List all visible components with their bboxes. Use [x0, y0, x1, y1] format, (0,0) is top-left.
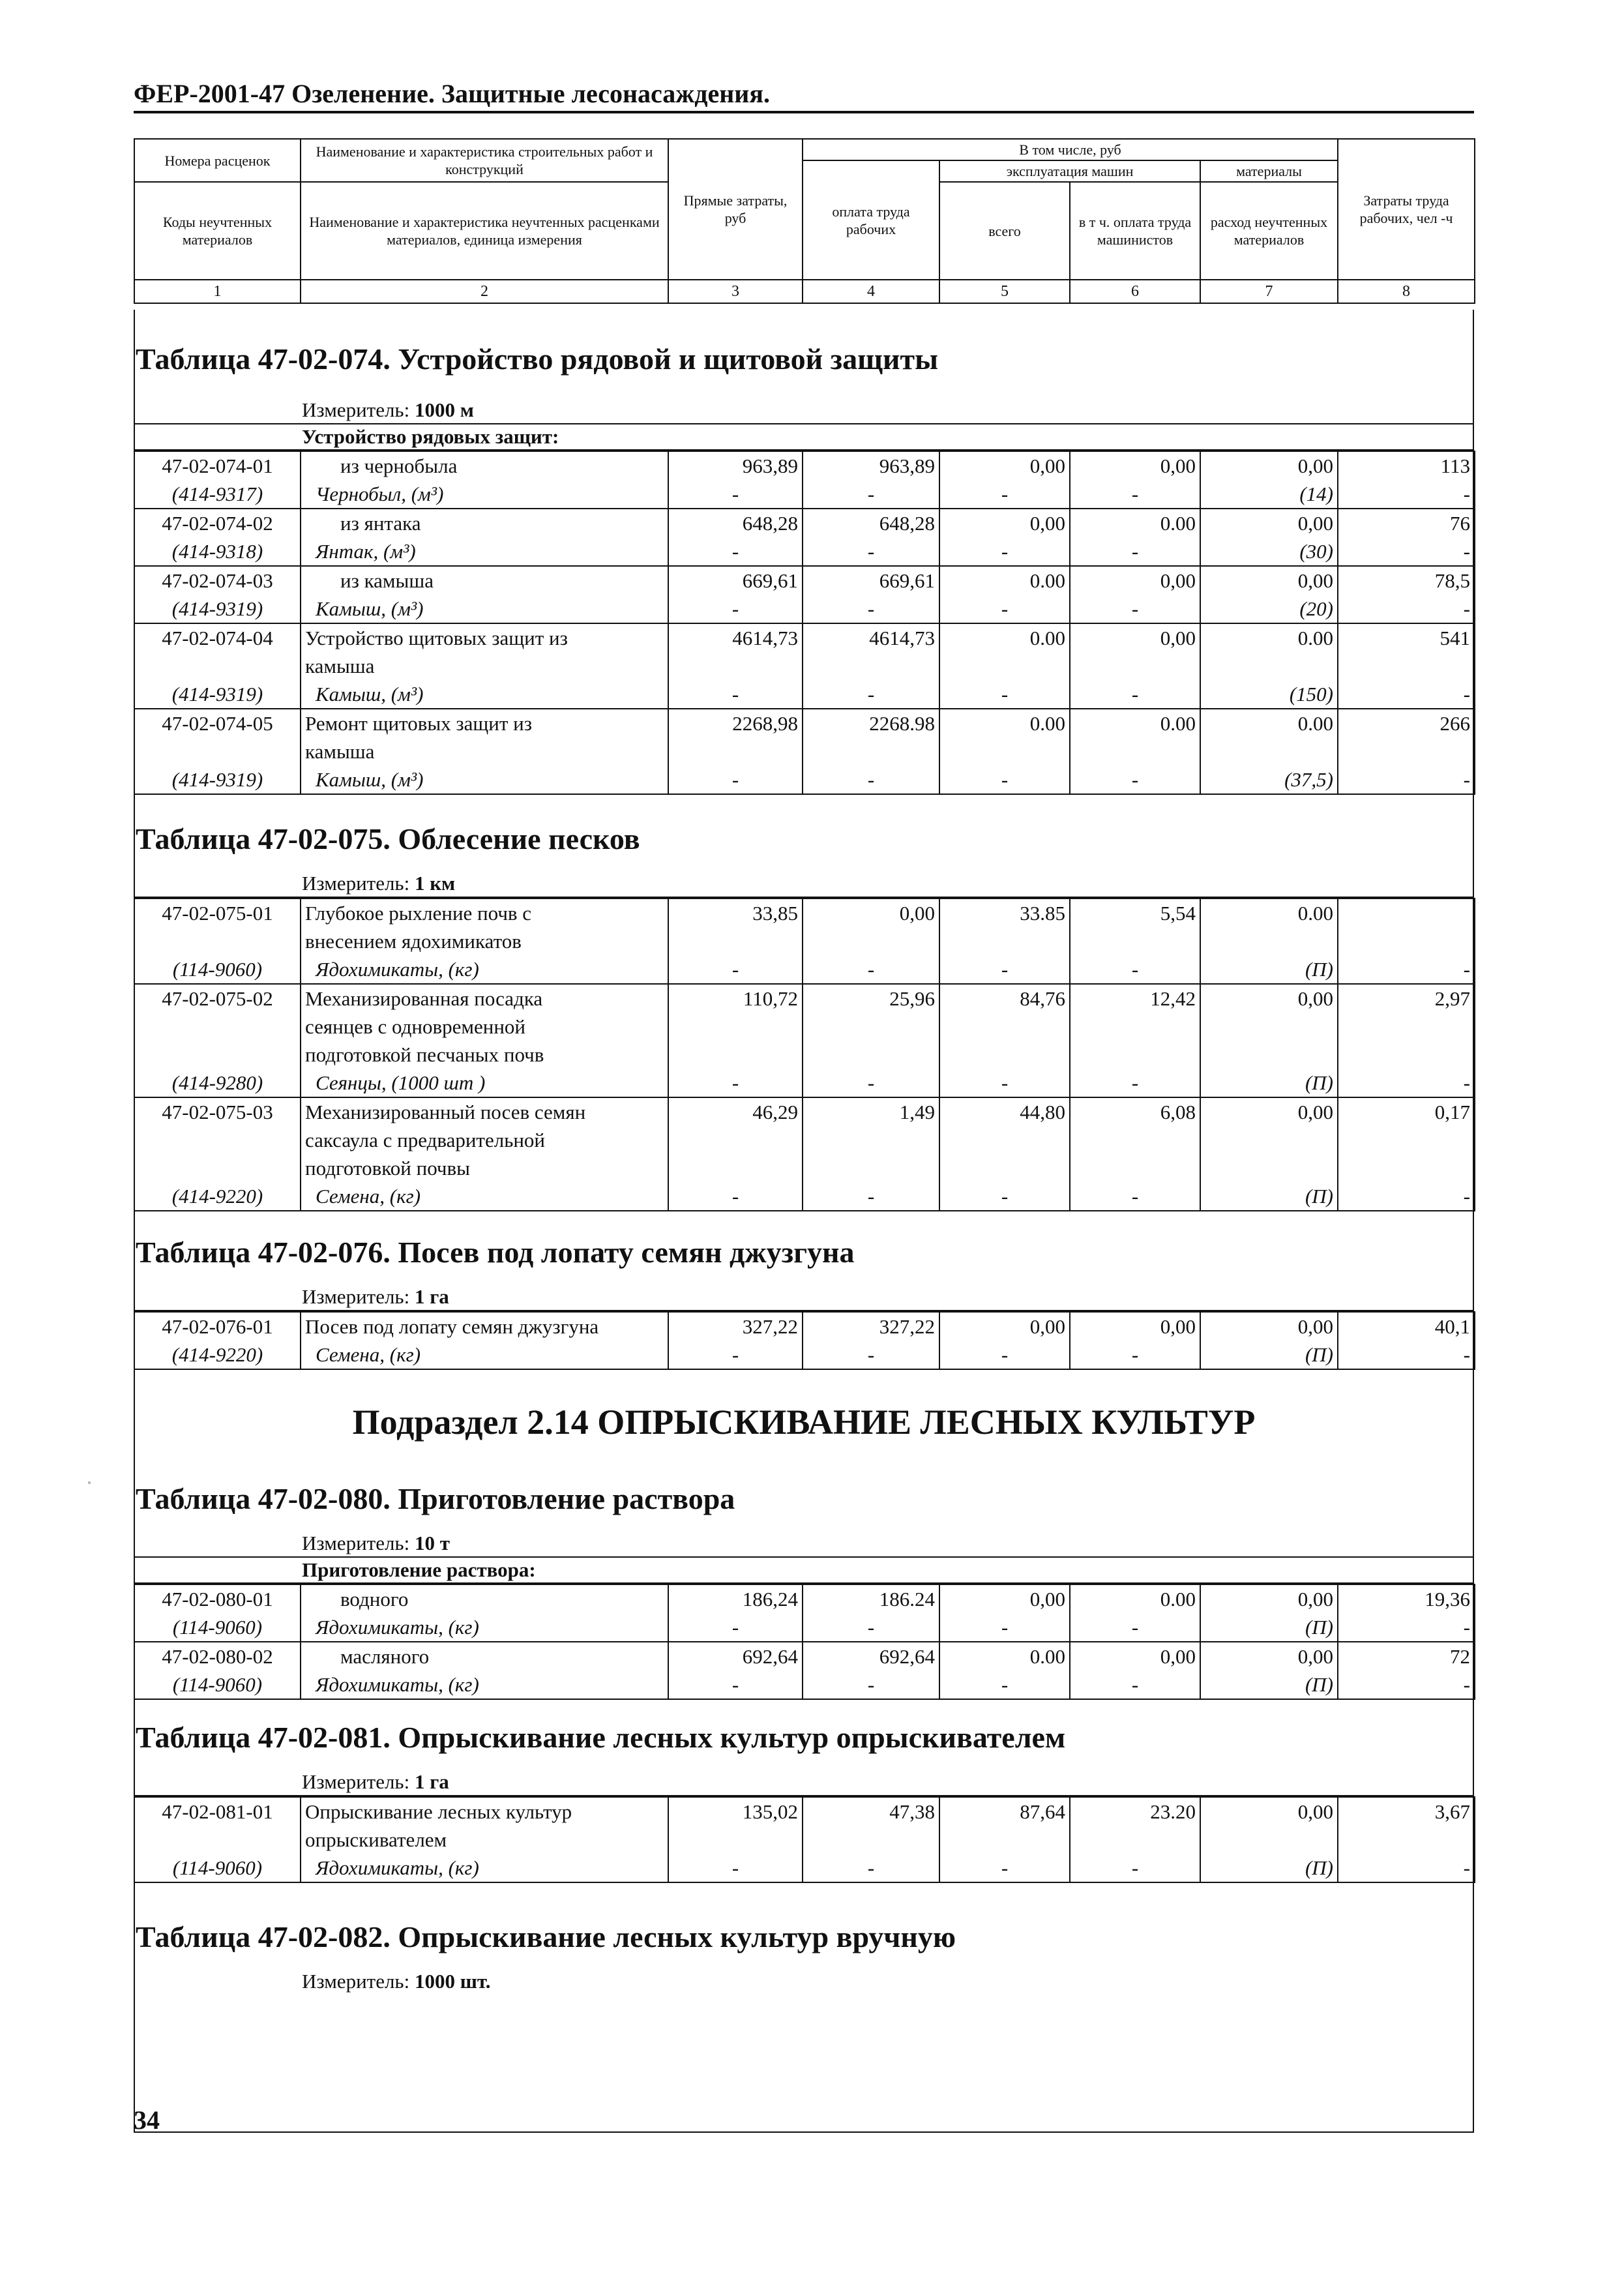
table-081-measure: Измеритель: 1 га — [134, 1769, 1474, 1796]
table-076-measure: Измеритель: 1 га — [134, 1284, 1474, 1311]
material-row: (414-9319) Камыш, (м³) - - - - (37,5) - — [134, 765, 1475, 794]
col-num-1: 1 — [134, 280, 301, 303]
header-labor-hours: Затраты труда рабочих, чел -ч — [1338, 139, 1475, 280]
material-row: (414-9220) Семена, (кг) - - - - (П) - — [134, 1341, 1475, 1369]
col-num-4: 4 — [803, 280, 939, 303]
material-row: (414-9319) Камыш, (м³) - - - - (150) - — [134, 680, 1475, 709]
table-row-continued: опрыскивателем — [134, 1826, 1475, 1854]
tables-content — [134, 310, 1474, 1995]
table-074 — [134, 451, 1475, 795]
header-machine-operation: эксплуатация машин — [939, 160, 1200, 182]
material-row: (114-9060) Ядохимикаты, (кг) - - - - (П) - — [134, 1670, 1475, 1699]
header-machinist-pay: в т ч. оплата труда машинистов — [1070, 182, 1200, 280]
header-material-names: Наименование и характеристика неучтенных расценками материалов, единица измерения — [301, 182, 668, 280]
scan-dot — [88, 1481, 91, 1484]
table-row-continued: подготовкой песчаных почв — [134, 1041, 1475, 1069]
material-row: (414-9318) Янтак, (м³) - - - - (30) - — [134, 537, 1475, 566]
table-080 — [134, 1584, 1475, 1700]
header-including: В том числе, руб — [803, 139, 1338, 160]
table-row: 47-02-075-03 Механизированный посев семян 46,29 1,49 44,80 6,08 0,00 0,17 — [134, 1097, 1475, 1126]
header-material-consumption: расход неучтенных материалов — [1200, 182, 1338, 280]
header-rate-numbers: Номера расценок — [134, 139, 301, 182]
material-row: (414-9319) Камыш, (м³) - - - - (20) - — [134, 595, 1475, 623]
page-number: 34 — [134, 2105, 160, 2135]
header-material-codes: Коды неучтенных материалов — [134, 182, 301, 280]
table-row: 47-02-080-02 масляного 692,64 692,64 0.00 0,00 0,00 72 — [134, 1642, 1475, 1670]
table-081-title: Таблица 47-02-081. Опрыскивание лесных культур опрыскивателем — [136, 1721, 1066, 1754]
table-076-title: Таблица 47-02-076. Посев под лопату семян джузгуна — [136, 1236, 855, 1269]
table-075-title: Таблица 47-02-075. Облесение песков — [136, 822, 640, 855]
table-row-continued: подготовкой почвы — [134, 1154, 1475, 1182]
table-082-measure: Измеритель: 1000 шт. — [302, 1970, 491, 1993]
table-080-group-label: Приготовление раствора: — [134, 1558, 1474, 1584]
table-row: 47-02-080-01 водного 186,24 186.24 0,00 0.00 0,00 19,36 — [134, 1584, 1475, 1613]
material-row: (114-9060) Ядохимикаты, (кг) - - - - (П) - — [134, 955, 1475, 984]
material-row: (114-9060) Ядохимикаты, (кг) - - - - (П) - — [134, 1854, 1475, 1882]
table-row: 47-02-075-01 Глубокое рыхление почв с 33,85 0,00 33.85 5,54 0.00 — [134, 898, 1475, 927]
col-num-7: 7 — [1200, 280, 1338, 303]
table-row: 47-02-074-04 Устройство щитовых защит из 4614,73 4614,73 0.00 0,00 0.00 541 — [134, 623, 1475, 652]
table-076 — [134, 1311, 1475, 1370]
header-materials: материалы — [1200, 160, 1338, 182]
table-row: 47-02-074-05 Ремонт щитовых защит из 2268,98 2268.98 0.00 0.00 0.00 266 — [134, 709, 1475, 737]
table-row-continued: саксаула с предварительной — [134, 1126, 1475, 1154]
header-labor-pay: оплата труда рабочих — [803, 160, 939, 280]
table-row-continued: сеянцев с одновременной — [134, 1013, 1475, 1041]
table-074-title: Таблица 47-02-074. Устройство рядовой и щитовой защиты — [136, 342, 939, 376]
col-num-6: 6 — [1070, 280, 1200, 303]
table-074-group-label: Устройство рядовых защит: — [134, 424, 1474, 451]
col-num-2: 2 — [301, 280, 668, 303]
col-num-3: 3 — [668, 280, 803, 303]
table-row: 47-02-076-01 Посев под лопату семян джузгуна 327,22 327,22 0,00 0,00 0,00 40,1 — [134, 1312, 1475, 1341]
table-080-title: Таблица 47-02-080. Приготовление раствора — [136, 1482, 735, 1515]
col-num-8: 8 — [1338, 280, 1475, 303]
material-row: (414-9280) Сеянцы, (1000 шт ) - - - - (П) - — [134, 1069, 1475, 1097]
header-work-name: Наименование и характеристика строительных работ и конструкций — [301, 139, 668, 182]
table-082-title: Таблица 47-02-082. Опрыскивание лесных культур вручную — [136, 1920, 956, 1953]
table-row-continued: камыша — [134, 652, 1475, 680]
material-row: (114-9060) Ядохимикаты, (кг) - - - - (П) - — [134, 1613, 1475, 1642]
table-074-measure: Измеритель: 1000 м — [134, 397, 1474, 424]
table-row: 47-02-074-03 из камыша 669,61 669,61 0.00 0,00 0,00 78,5 — [134, 566, 1475, 595]
header-machine-total: всего — [939, 182, 1070, 280]
header-direct-costs: Прямые затраты, руб — [668, 139, 803, 280]
table-row: 47-02-075-02 Механизированная посадка 110,72 25,96 84,76 12,42 0,00 2,97 — [134, 984, 1475, 1013]
table-row: 47-02-074-02 из янтака 648,28 648,28 0,00 0.00 0,00 76 — [134, 509, 1475, 537]
material-row: (414-9220) Семена, (кг) - - - - (П) - — [134, 1182, 1475, 1211]
table-row: 47-02-074-01 из чернобыла 963,89 963,89 0,00 0,00 0,00 113 — [134, 451, 1475, 480]
table-row-continued: внесением ядохимикатов — [134, 927, 1475, 955]
table-row: 47-02-081-01 Опрыскивание лесных культур 135,02 47,38 87,64 23.20 0,00 3,67 — [134, 1797, 1475, 1826]
table-081 — [134, 1796, 1475, 1883]
column-header-table — [134, 138, 1475, 304]
col-num-5: 5 — [939, 280, 1070, 303]
material-row: (414-9317) Чернобыл, (м³) - - - - (14) - — [134, 480, 1475, 509]
document-title: ФЕР-2001-47 Озеленение. Защитные лесонасаждения. — [134, 78, 1474, 113]
table-row-continued: камыша — [134, 737, 1475, 765]
table-080-measure: Измеритель: 10 т — [134, 1530, 1474, 1558]
table-075 — [134, 898, 1475, 1211]
table-075-measure: Измеритель: 1 км — [134, 870, 1474, 898]
subsection-title: Подраздел 2.14 ОПРЫСКИВАНИЕ ЛЕСНЫХ КУЛЬТУР — [352, 1403, 1256, 1442]
